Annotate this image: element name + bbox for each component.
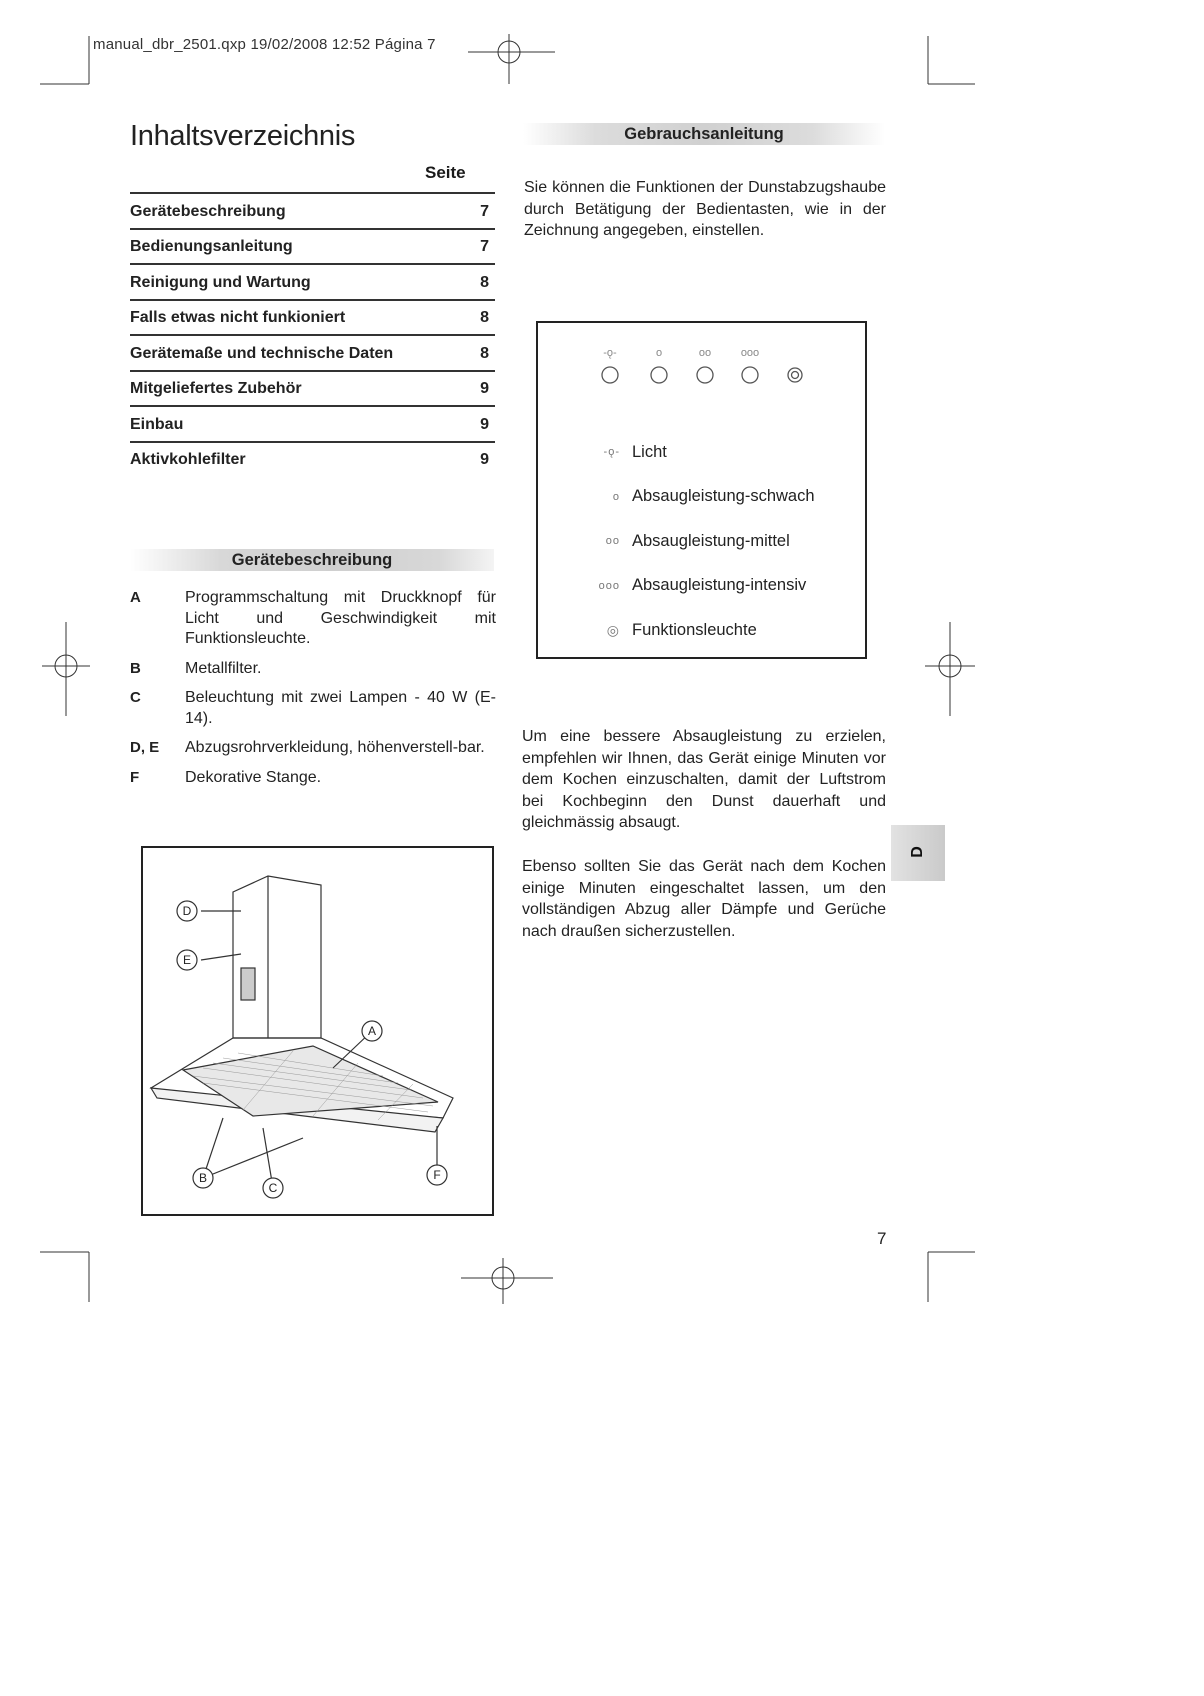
toc-entry[interactable]: Reinigung und Wartung 8 xyxy=(130,263,495,299)
part-item: D, E Abzugsrohrverkleidung, höhenverstell-bar. xyxy=(130,739,485,756)
language-tab: D xyxy=(891,825,945,881)
svg-text:E: E xyxy=(182,953,192,967)
indicator-icon: ◎ xyxy=(606,621,620,638)
button-low-icon xyxy=(651,367,667,383)
hood-drawing xyxy=(143,848,492,1214)
speed-mid-icon: oo xyxy=(605,535,620,548)
speed-high-icon: ooo xyxy=(598,579,620,592)
speed-low-icon: o xyxy=(612,490,620,503)
svg-text:B: B xyxy=(198,1171,208,1185)
toc-entry[interactable]: Aktivkohlefilter 9 xyxy=(130,441,495,477)
toc-list xyxy=(130,192,495,476)
legend-item: o Absaugleistung-schwach xyxy=(580,475,815,520)
legend-item: ◎ Funktionsleuchte xyxy=(580,608,815,653)
usage-paragraph-1: Um eine bessere Absaugleistung zu erzielen, empfehlen wir Ihnen, das Gerät einige Minuten vor dem Kochen einzuschalten, damit der Luftstrom bei Kochbeginn den Dunst dauerhaft und gleichmässig absaugt. xyxy=(522,728,886,831)
part-item: F Dekorative Stange. xyxy=(130,768,322,786)
usage-heading: Gebrauchsanleitung xyxy=(523,123,885,145)
button-high-icon xyxy=(742,367,758,383)
symbol-legend xyxy=(580,430,815,653)
button-mid-icon xyxy=(697,367,713,383)
toc-entry[interactable]: Gerätebeschreibung 7 xyxy=(130,192,495,228)
part-item: C Beleuchtung mit zwei Lampen - 40 W (E-14). xyxy=(130,689,496,727)
usage-paragraph-2: Ebenso sollten Sie das Gerät nach dem Kochen einige Minuten eingeschaltet lassen, um den vollständigen Abzug aller Dämpfe und Gerüche nach draußen sicherzustellen. xyxy=(522,858,886,940)
usage-intro: Sie können die Funktionen der Dunstabzugshaube durch Betätigung der Bedientasten, wie in der Zeichnung angegeben, einstellen. xyxy=(524,179,886,239)
page-number: 7 xyxy=(877,1229,887,1248)
description-heading: Gerätebeschreibung xyxy=(130,549,494,571)
part-item: A Programmschaltung mit Druckknopf für Licht und Geschwindigkeit mit Funktionsleuchte. xyxy=(130,589,496,647)
file-slug: manual_dbr_2501.qxp 19/02/2008 12:52 Página 7 xyxy=(93,36,436,53)
toc-entry[interactable]: Gerätemaße und technische Daten 8 xyxy=(130,334,495,370)
panel-symbol-high: ooo xyxy=(740,347,760,359)
hood-illustration xyxy=(141,846,494,1216)
svg-text:F: F xyxy=(433,1168,441,1182)
legend-item: -ǫ- Licht xyxy=(580,430,815,475)
light-icon: -ǫ- xyxy=(603,446,620,459)
parts-list xyxy=(130,588,496,797)
svg-text:D: D xyxy=(182,904,192,918)
toc-entry[interactable]: Einbau 9 xyxy=(130,405,495,441)
toc-entry[interactable]: Falls etwas nicht funkioniert 8 xyxy=(130,299,495,335)
toc-entry[interactable]: Bedienungsanleitung 7 xyxy=(130,228,495,264)
legend-item: oo Absaugleistung-mittel xyxy=(580,519,815,564)
part-item: B Metallfilter. xyxy=(130,659,262,677)
toc-page-label: Seite xyxy=(425,163,466,182)
panel-symbol-light: -ǫ- xyxy=(603,347,617,359)
panel-symbol-mid: oo xyxy=(698,347,712,359)
svg-text:C: C xyxy=(268,1181,278,1195)
button-light-icon xyxy=(602,367,618,383)
svg-text:A: A xyxy=(367,1024,377,1038)
toc-entry[interactable]: Mitgeliefertes Zubehör 9 xyxy=(130,370,495,406)
legend-item: ooo Absaugleistung-intensiv xyxy=(580,564,815,609)
toc-title: Inhaltsverzeichnis xyxy=(130,120,356,152)
panel-symbol-low: o xyxy=(655,347,663,359)
